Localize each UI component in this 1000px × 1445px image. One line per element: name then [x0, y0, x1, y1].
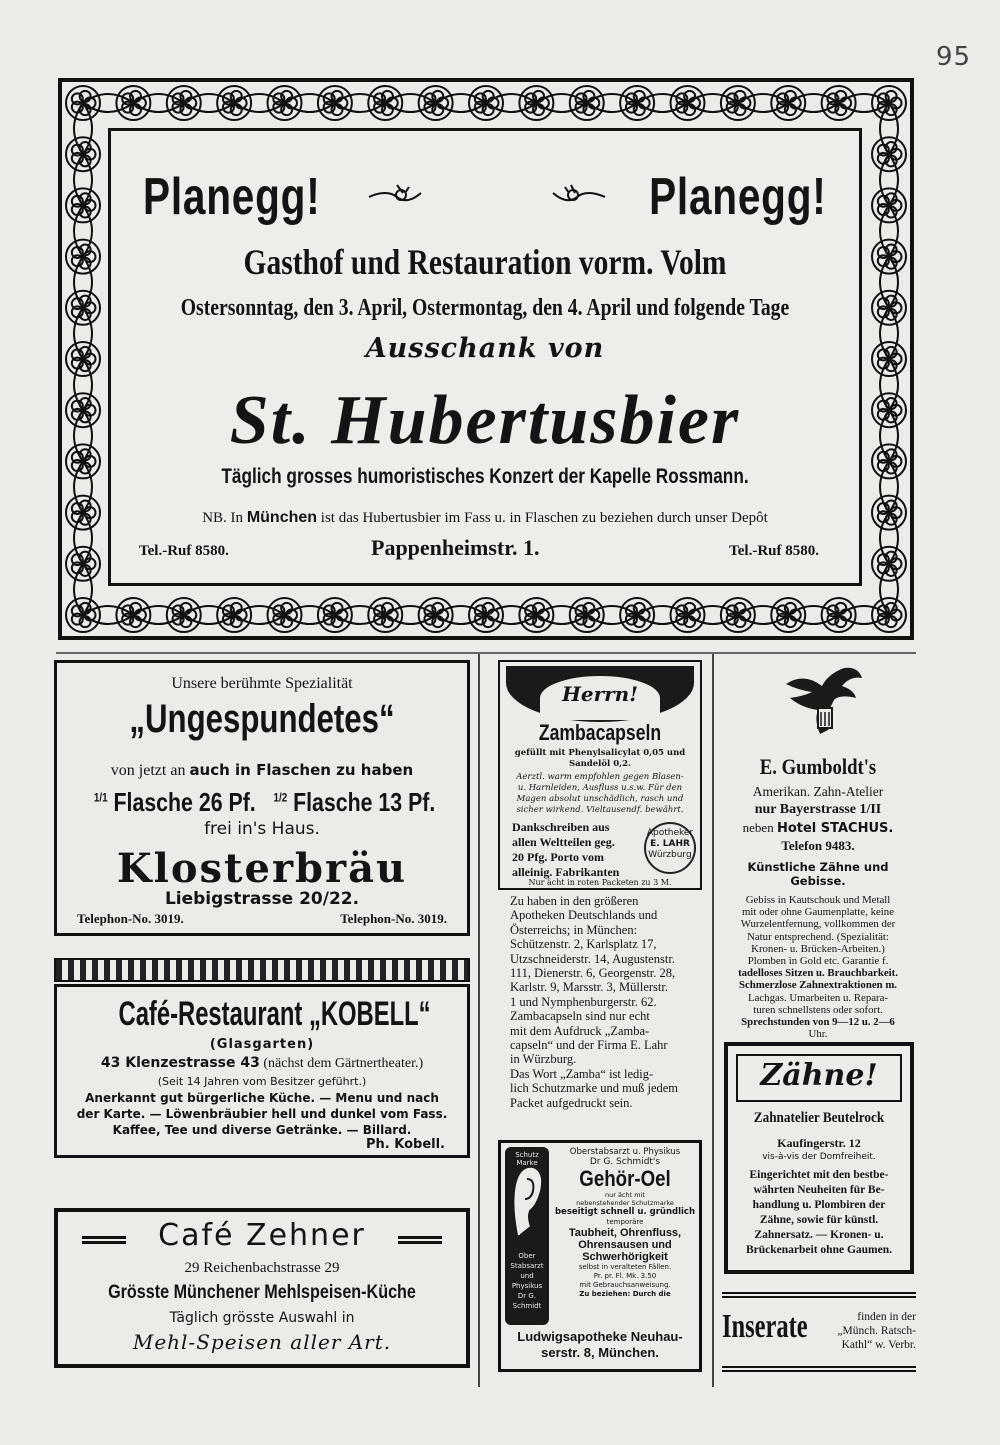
- gehoer-l8: mit Gebrauchsanweisung.: [579, 1281, 671, 1289]
- gehoer-small1: nur ächt mit: [605, 1191, 645, 1199]
- lahr-stamp: [644, 822, 696, 874]
- kobell-sub: (Glasgarten): [209, 1037, 315, 1052]
- gehoer-schutz: Schutz Marke: [515, 1151, 539, 1167]
- zamba-italic4: sicher wirkend. Vieltausendf. bewährt.: [516, 805, 684, 815]
- gehoer-l2: temporäre: [606, 1218, 644, 1226]
- klosterbraeu-free: frei in's Haus.: [204, 819, 320, 839]
- tel-left: Tel.-Ruf 8580.: [139, 543, 229, 559]
- zaehne-street: Kaufingerstr. 12: [777, 1136, 861, 1150]
- gehoer-foot2: serstr. 8, München.: [541, 1345, 659, 1360]
- kobell-title: Café-Restaurant „KOBELL“: [118, 995, 431, 1033]
- kobell-line1: Anerkannt gut bürgerliche Küche. — Menu und nach: [85, 1091, 439, 1105]
- price-a-text: Flasche 26 Pf.: [113, 787, 256, 817]
- kobell-line2: der Karte. — Löwenbräubier hell und dunkel vom Fass.: [76, 1107, 448, 1121]
- gumboldt-name: E. Gumboldt's: [759, 754, 877, 779]
- gehoer-left-label1: Ober Stabsarzt: [510, 1252, 544, 1270]
- zaehne-body: [732, 1168, 906, 1258]
- gumboldt-l3-bold: Hotel STACHUS.: [776, 821, 894, 836]
- gumboldt-p10: turen schnellstens oder sofort.: [753, 1003, 883, 1016]
- gumboldt-p2: mit oder ohne Gaumenplatte, keine: [741, 906, 894, 919]
- zamba-body5: Utzschneiderstr. 14, Augustenstr.: [510, 951, 675, 966]
- gumboldt-p12: Uhr.: [808, 1028, 828, 1041]
- zamba-body14: lich Schutzmarke und muß jedem: [510, 1081, 679, 1096]
- inserate-word: Inserate: [722, 1308, 808, 1345]
- gumboldt-l2: nur Bayerstrasse 1/II: [754, 802, 882, 817]
- concert-line: Täglich grosses humoristisches Konzert der Kapelle Rossmann.: [221, 465, 749, 488]
- gumboldt-p1: Gebiss in Kautschouk und Metall: [745, 894, 891, 906]
- stamp-top: Apotheker: [646, 828, 694, 838]
- inserate-r2: „Münch. Ratsch-: [837, 1325, 916, 1337]
- gehoer-l5: Schwerhörigkeit: [582, 1251, 668, 1263]
- zamba-italic1: Aerztl. warm empfohlen gegen Blasen-: [516, 772, 684, 782]
- price-a-fraction: 1/1: [93, 790, 108, 805]
- zamba-title: Zambacapseln: [538, 720, 662, 745]
- klosterbraeu-tel-left: Telephon-No. 3019.: [77, 911, 184, 926]
- gumboldt-p3: Wurzelentfernung, vollkommen der: [740, 918, 896, 931]
- zaehne-b4: Zähne, sowie für künstl.: [759, 1214, 879, 1226]
- zamba-only: Nur ächt in roten Packeten zu 3 M.: [528, 878, 672, 887]
- depot-address: Pappenheimstr. 1.: [371, 535, 540, 560]
- gehoer-left-label2: und: [520, 1272, 534, 1280]
- inserate-rule-top: [722, 1292, 916, 1298]
- kobell-owner: Ph. Kobell.: [366, 1137, 445, 1152]
- zamba-body12: in Würzburg.: [510, 1052, 577, 1067]
- gehoer-left-label3: Physikus: [511, 1282, 543, 1290]
- section-divider: [56, 652, 916, 654]
- gumboldt-p6: Plomben in Gold etc. Garantie f.: [747, 955, 889, 968]
- klosterbraeu-intro: Unsere berühmte Spezialität: [171, 675, 353, 692]
- zaehne-b6: Brückenarbeit ohne Gaumen.: [746, 1244, 892, 1256]
- klosterbraeu-brand: Klosterbräu: [116, 845, 408, 892]
- zamba-body9: Zambacapseln sind nur echt: [510, 1009, 650, 1024]
- leaf-ornament-left-icon: [367, 183, 423, 213]
- zamba-thanks1: Dankschreiben aus: [512, 820, 610, 834]
- zamba-body8: 1 und Nymphenburgerstr. 62.: [510, 994, 657, 1009]
- gumboldt-l3-pre: neben: [742, 820, 774, 835]
- price-b-fraction: 1/2: [273, 790, 288, 805]
- gehoer-left-label4: Dr G. Schmidt: [512, 1292, 542, 1310]
- zamba-italic3: Magen absolut unschädlich, rasch und: [516, 794, 684, 804]
- headline-left: Planegg!: [143, 168, 321, 226]
- gehoer-l1: beseitigt schnell u. gründlich: [554, 1207, 696, 1217]
- zehner-slogan: Grösste Münchener Mehlspeisen-Küche: [108, 1282, 416, 1303]
- gehoer-right: [553, 1147, 697, 1299]
- gehoer-top: Oberstabsarzt u. Physikus: [569, 1147, 681, 1157]
- klosterbraeu-street: Liebigstrasse 20/22.: [164, 889, 360, 909]
- gumboldt-p5: Kronen- u. Brücken-Arbeiten.): [751, 942, 885, 955]
- gumboldt-paragraph: [720, 894, 916, 1040]
- eagle-icon: [784, 664, 864, 742]
- ear-icon: [511, 1165, 543, 1243]
- gehoer-doctor: Dr G. Schmidt's: [589, 1157, 661, 1167]
- top-ad-inner-panel: [108, 128, 862, 586]
- zamba-thanks3: 20 Pfg. Porto vom: [512, 850, 604, 864]
- gehoer-small2: nebenstehender Schutzmarke: [576, 1199, 674, 1207]
- column-divider-right: [712, 652, 714, 1387]
- gumboldt-p7: tadelloses Sitzen u. Brauchbarkeit.: [738, 967, 898, 980]
- gehoer-l6: selbst in veralteten Fällen.: [578, 1263, 672, 1271]
- zamba-body15: Packet aufgedruckt sein.: [510, 1095, 633, 1110]
- gehoer-foot: [501, 1329, 699, 1361]
- zamba-thanks2: allen Weltteilen geg.: [512, 835, 615, 849]
- gehoer-oel-ad: [498, 1140, 702, 1372]
- nb-city: München: [246, 509, 318, 526]
- zamba-ad: [498, 660, 702, 890]
- gumboldt-l1: Amerikan. Zahn-Atelier: [752, 784, 884, 799]
- nb-line: [111, 509, 859, 527]
- klosterbraeu-prices: [93, 787, 436, 818]
- gehoer-foot1: Ludwigsapotheke Neuhau-: [517, 1329, 683, 1344]
- beer-name: St. Hubertusbier: [229, 382, 741, 459]
- dates-line: Ostersonntag, den 3. April, Ostermontag, den 4. April und folgende Tage: [180, 295, 790, 321]
- klosterbraeu-ad: [54, 660, 470, 936]
- zehner-daily: Täglich grösste Auswahl in: [169, 1310, 355, 1326]
- gumboldt-l3: [720, 820, 916, 836]
- kobell-address-bold: 43 Klenzestrasse 43: [100, 1055, 260, 1071]
- zamba-body13: Das Wort „Zamba“ ist ledig-: [510, 1066, 654, 1081]
- gehoer-left-labels: [505, 1251, 549, 1311]
- stamp-mid: E. LAHR: [650, 839, 690, 849]
- zamba-body4: Schützenstr. 2, Karlsplatz 17,: [510, 937, 657, 952]
- inserate-r1: finden in der: [857, 1311, 916, 1323]
- kobell-ad: [54, 984, 470, 1158]
- zehner-ad: [54, 1208, 470, 1368]
- gumboldt-p9: Lachgas. Umarbeiten u. Repara-: [748, 991, 888, 1004]
- kobell-line3: Kaffee, Tee und diverse Getränke. — Billard.: [112, 1123, 412, 1137]
- gehoer-l7: Pr. pr. Fl. Mk. 3.50: [593, 1272, 657, 1280]
- klosterbraeu-tel-right: Telephon-No. 3019.: [340, 911, 447, 926]
- zamba-body7: Karlstr. 9, Marsstr. 3, Müllerstr.: [510, 980, 668, 995]
- klosterbraeu-product: „Ungespundetes“: [129, 697, 395, 741]
- gumboldt-tel: Telefon 9483.: [781, 838, 855, 853]
- column-divider-left: [478, 652, 480, 1387]
- zamba-body: [510, 894, 696, 1110]
- nb-prefix: NB. In: [202, 510, 244, 526]
- gumboldt-p8: Schmerzlose Zahnextraktionen m.: [738, 979, 898, 992]
- zamba-body3: Österreichs; in München:: [510, 922, 638, 937]
- zehner-title: Café Zehner: [158, 1218, 366, 1253]
- gumboldt-p11: Sprechstunden von 9—12 u. 2—6: [741, 1016, 895, 1029]
- leaf-ornament-right-icon: [551, 183, 607, 211]
- zamba-body2: Apotheken Deutschlands und: [510, 908, 658, 923]
- zaehne-ad: [724, 1042, 914, 1274]
- headline-right: Planegg!: [649, 168, 827, 226]
- klosterbraeu-line1-bold: auch in Flaschen zu haben: [189, 761, 414, 779]
- kobell-ornament-band: [54, 958, 470, 982]
- inn-name: Gasthof und Restauration vorm. Volm: [243, 242, 727, 282]
- zamba-line1: gefüllt mit Phenylsalicylat 0,05 und: [514, 748, 686, 758]
- klosterbraeu-bottles-line: [57, 761, 467, 780]
- nb-rest: ist das Hubertusbier im Fass u. in Flaschen zu beziehen durch unser Depôt: [320, 510, 768, 526]
- gehoer-title: Gehör-Oel: [579, 1166, 671, 1191]
- gehoer-l4: Ohrensausen und: [578, 1239, 672, 1251]
- gumboldt-p4: Natur entsprechend. (Spezialität:: [747, 930, 889, 943]
- klosterbraeu-line1-pre: von jetzt an: [110, 762, 186, 779]
- zaehne-b2: währten Neuheiten für Be-: [753, 1184, 885, 1196]
- zamba-header: Herrn!: [561, 682, 638, 706]
- kobell-since: (Seit 14 Jahren vom Besitzer geführt.): [157, 1075, 367, 1088]
- zamba-thanks4: alleinig. Fabrikanten: [512, 865, 620, 879]
- zehner-address: 29 Reichenbachstrasse 29: [184, 1260, 340, 1276]
- zaehne-b5: Zahnersatz. — Kronen- u.: [754, 1229, 884, 1241]
- zaehne-b1: Eingerichtet mit den bestbe-: [749, 1169, 889, 1181]
- zaehne-b3: handlung u. Plombiren der: [752, 1199, 886, 1211]
- zaehne-vis: vis-à-vis der Domfreiheit.: [762, 1152, 876, 1162]
- zamba-line2: Sandelöl 0,2.: [568, 759, 631, 769]
- gumboldt-ad: [720, 754, 916, 1040]
- price-b-text: Flasche 13 Pf.: [293, 787, 436, 817]
- zamba-body6: 111, Dienerstr. 6, Georgenstr. 28,: [510, 966, 676, 981]
- inserate-r3: Kathl“ w. Verbr.: [841, 1339, 916, 1351]
- kobell-address: [57, 1055, 467, 1072]
- inserate-rule-bottom: [722, 1366, 916, 1372]
- zamba-thanks: [512, 820, 619, 880]
- stamp-bot: Würzburg: [648, 850, 692, 860]
- zamba-italic2: u. Harnleiden, Ausfluss u.s.w. Für den: [517, 783, 683, 793]
- kobell-address-rest: (nächst dem Gärtnertheater.): [263, 1056, 424, 1071]
- gumboldt-l4: Künstliche Zähne und Gebisse.: [747, 860, 889, 888]
- zamba-body11: capseln“ und der Firma E. Lahr: [510, 1038, 668, 1053]
- inserate-right: [820, 1310, 916, 1352]
- tel-right: Tel.-Ruf 8580.: [729, 543, 819, 559]
- gehoer-l3: Taubheit, Ohrenfluss,: [568, 1227, 682, 1239]
- zamba-body10: mit dem Aufdruck „Zamba-: [510, 1023, 650, 1038]
- zamba-body1: Zu haben in den größeren: [510, 894, 639, 908]
- gehoer-l9: Zu beziehen: Durch die: [579, 1290, 671, 1298]
- zaehne-atelier: Zahnatelier Beutelrock: [753, 1110, 885, 1126]
- page-number: 95: [936, 42, 972, 72]
- zehner-specialty: Mehl-Speisen aller Art.: [132, 1330, 392, 1354]
- zaehne-title: Zähne!: [760, 1058, 878, 1093]
- ausschank-line: Ausschank von: [365, 333, 605, 364]
